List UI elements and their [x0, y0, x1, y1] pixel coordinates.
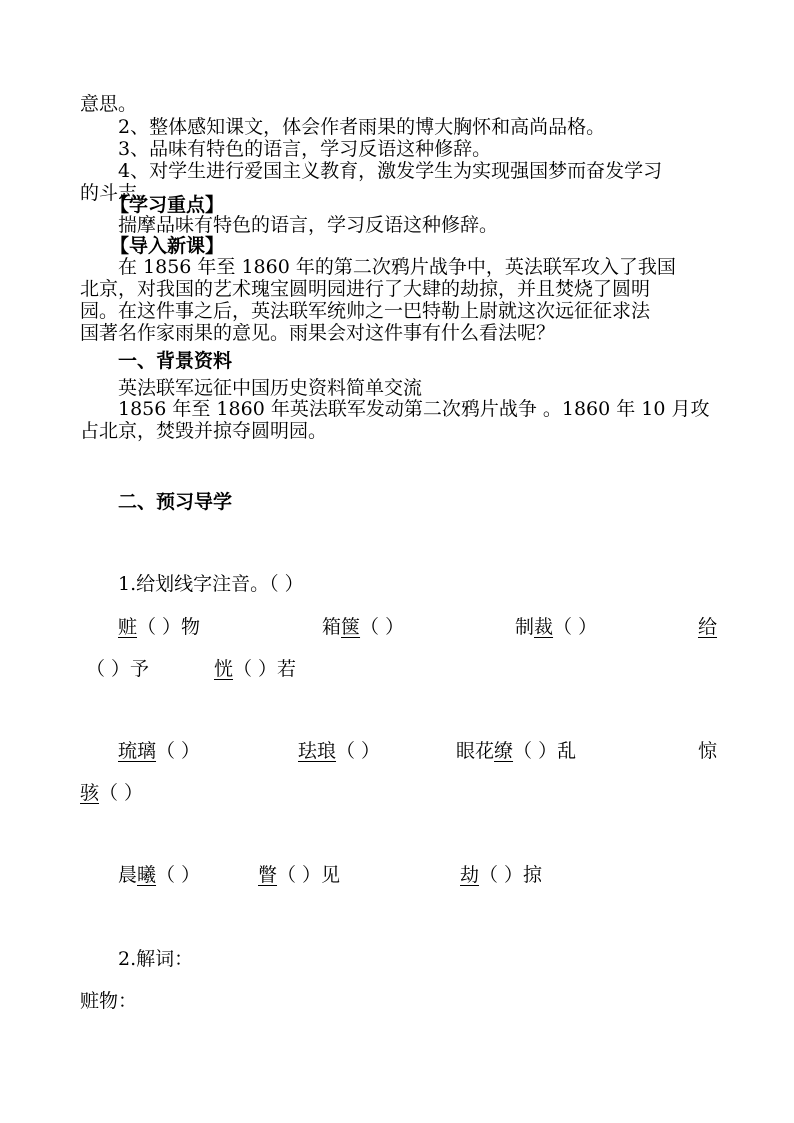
background-line-2: 1856 年至 1860 年英法联军发动第二次鸦片战争 。1860 年 10 月攻 — [118, 398, 710, 420]
question-1: 1.给划线字注音。（ ） — [118, 573, 304, 595]
pinyin-item-jiyu-rest: （ ）予 — [86, 658, 150, 680]
pinyin-item-zangwu: 赃（ ）物 — [118, 616, 201, 638]
intro-line-3: 园。在这件事之后，英法联军统帅之一巴特勒上尉就这次远征征求法 — [80, 300, 651, 322]
pinyin-item-jiyu-char: 给 — [698, 616, 718, 638]
word-zangwu: 赃物： — [80, 990, 138, 1012]
objective-3: 3、品味有特色的语言，学习反语这种修辞。 — [118, 138, 492, 160]
background-line-1: 英法联军远征中国历史资料简单交流 — [118, 377, 423, 399]
pinyin-item-zhicai: 制裁（ ） — [515, 616, 598, 638]
intro-line-1: 在 1856 年至 1860 年的第二次鸦片战争中，英法联军攻入了我国 — [118, 256, 676, 278]
pinyin-item-piejian: 瞥（ ）见 — [258, 864, 341, 886]
intro-line-2: 北京，对我国的艺术瑰宝圆明园进行了大肆的劫掠，并且焚烧了圆明 — [80, 278, 651, 300]
pinyin-item-jinghai-char: 惊 — [698, 740, 718, 762]
intro-line-4: 国著名作家雨果的意见。雨果会对这件事有什么看法呢？ — [80, 322, 556, 344]
pinyin-item-huangruo: 恍（ ）若 — [214, 658, 297, 680]
pinyin-item-falang: 珐琅（ ） — [298, 740, 381, 762]
pinyin-item-jielue: 劫（ ）掠 — [460, 864, 543, 886]
key-points-heading: 【学习重点】 — [110, 194, 225, 216]
objective-4: 4、对学生进行爱国主义教育，激发学生为实现强国梦而奋发学习 — [118, 160, 663, 182]
question-2: 2.解词： — [118, 948, 194, 970]
pinyin-item-xiangqie: 箱箧（ ） — [322, 616, 405, 638]
pinyin-item-liuli: 琉璃（ ） — [118, 740, 201, 762]
intro-heading: 【导入新课】 — [110, 235, 225, 257]
objective-4-cont: 的斗志。 — [80, 182, 157, 204]
objective-2: 2、整体感知课文，体会作者雨果的博大胸怀和高尚品格。 — [118, 116, 606, 138]
pinyin-item-jinghai-rest: 骇（ ） — [80, 782, 144, 804]
pinyin-item-chenxi: 晨曦（ ） — [118, 864, 201, 886]
pinyin-item-yanhualiaoluan: 眼花缭（ ）乱 — [456, 740, 577, 762]
objective-tail: 意思。 — [80, 93, 138, 115]
background-heading: 一、背景资料 — [118, 350, 233, 372]
background-line-3: 占北京，焚毁并掠夺圆明园。 — [80, 420, 328, 442]
key-points-text: 揣摩品味有特色的语言，学习反语这种修辞。 — [118, 214, 499, 236]
preview-heading: 二、预习导学 — [118, 491, 233, 513]
